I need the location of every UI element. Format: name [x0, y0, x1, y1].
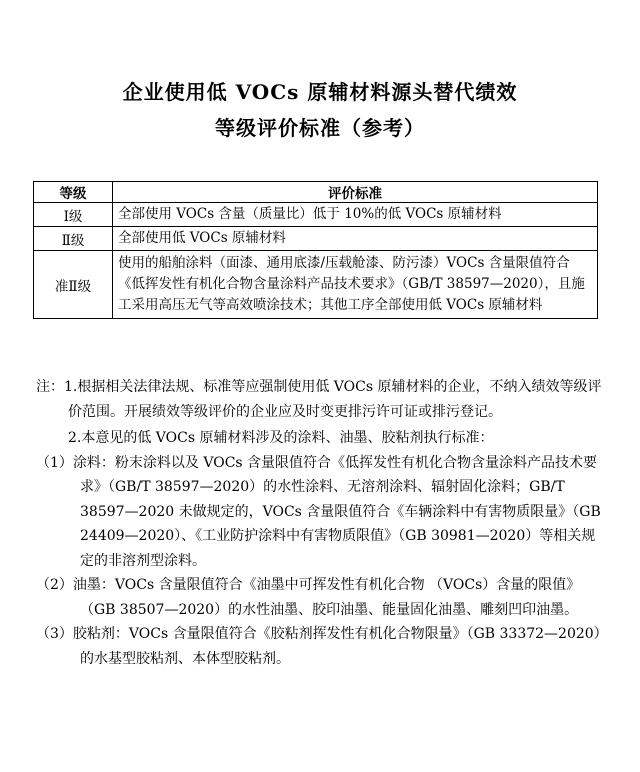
row-level: 准Ⅱ级 — [34, 251, 113, 319]
notes-section — [36, 375, 602, 671]
row-level: Ⅱ级 — [34, 227, 113, 251]
table-row — [34, 227, 598, 251]
row-level: Ⅰ级 — [34, 203, 113, 227]
table-header-row — [34, 182, 598, 203]
header-criteria: 评价标准 — [113, 182, 598, 203]
row-criteria: 全部使用低 VOCs 原辅材料 — [113, 227, 598, 251]
note-item-adhesives: （3）胶粘剂：VOCs 含量限值符合《胶粘剂挥发性有机化合物限量》（GB 33372—2020）的水基型胶粘剂、本体型胶粘剂。 — [36, 626, 601, 667]
row-criteria: 全部使用 VOCs 含量（质量比）低于 10%的低 VOCs 原辅材料 — [113, 203, 598, 227]
note-2: 2.本意见的低 VOCs 原辅材料涉及的涂料、油墨、胶粘剂执行标准： — [68, 430, 494, 446]
note-item-coatings: （1）涂料：粉末涂料以及 VOCs 含量限值符合《低挥发性有机化合物含量涂料产品技术要求》（GB/T 38597—2020）的水性涂料、无溶剂涂料、辐射固化涂料；GB/T 38597—2020 未做规定的，VOCs 含量限值符合《车辆涂料中有害物质限量》（GB 24409—2020）、《工业防护涂料中有害物质限值》（GB 30981—2020）等相关规定的非溶剂型涂料。 — [36, 454, 601, 569]
document-title-line-2: 等级评价标准（参考） — [215, 116, 425, 140]
table-row — [34, 251, 598, 319]
note-1: 注：1.根据相关法律法规、标准等应强制使用低 VOCs 原辅材料的企业，不纳入绩效等级评价范围。开展绩效等级评价的企业应及时变更排污许可证或排污登记。 — [36, 379, 602, 420]
document-title-line-1: 企业使用低 VOCs 原辅材料源头替代绩效 — [122, 80, 518, 104]
table-row — [34, 203, 598, 227]
row-criteria: 使用的船舶涂料（面漆、通用底漆/压载舱漆、防污漆）VOCs 含量限值符合《低挥发性有机化合物含量涂料产品技术要求》（GB/T 38597—2020），且施工采用高压无气等高效喷涂技术；其他工序全部使用低 VOCs 原辅材料 — [113, 251, 598, 319]
header-level: 等级 — [34, 182, 113, 203]
note-item-inks: （2）油墨：VOCs 含量限值符合《油墨中可挥发性有机化合物 （VOCs）含量的限值》（GB 38507—2020）的水性油墨、胶印油墨、能量固化油墨、雕刻凹印油墨。 — [36, 577, 581, 618]
evaluation-standard-table — [33, 181, 598, 319]
